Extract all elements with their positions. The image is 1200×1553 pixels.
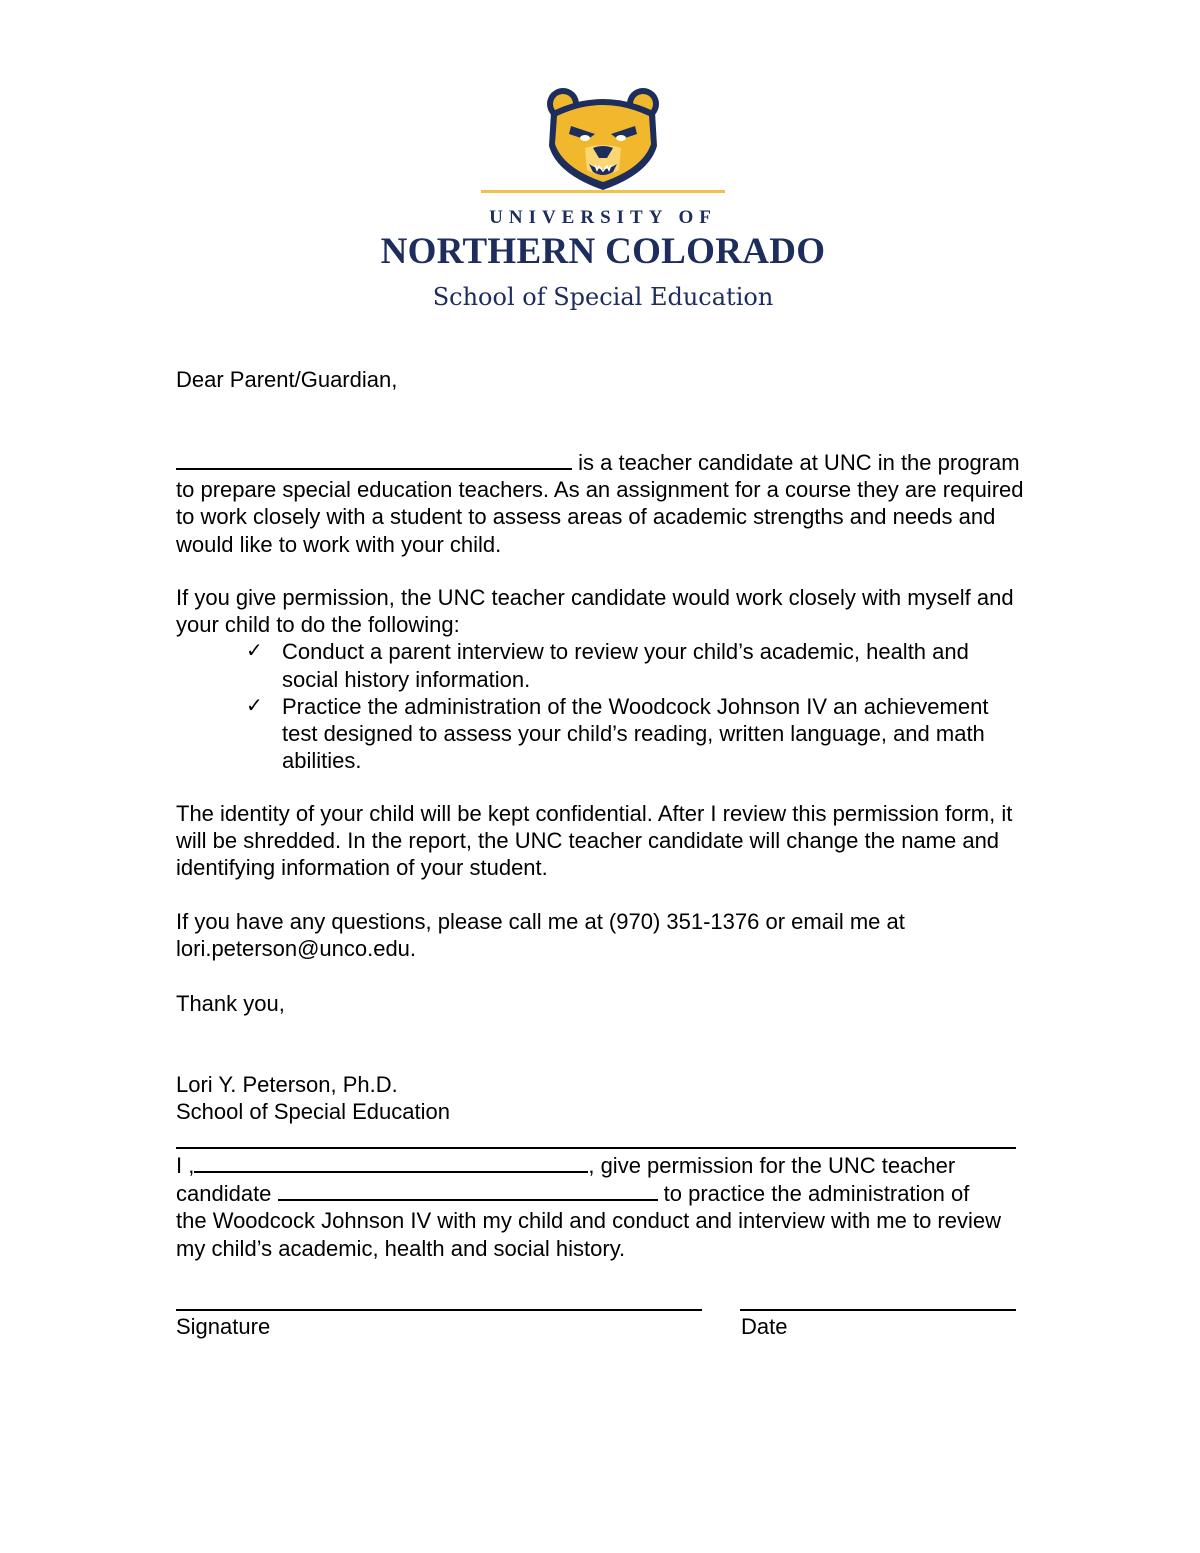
- consent-paragraph: [176, 1151, 1026, 1262]
- parent-name-blank[interactable]: [194, 1151, 588, 1173]
- university-logo: [380, 86, 826, 311]
- confidentiality-text: The identity of your child will be kept confidential. After I review this permission form, it will be shredded. In the report, the UNC teacher candidate will change the name and identifying information of your student.: [176, 801, 1013, 881]
- consent-line2-suffix: to practice the administration of: [657, 1181, 970, 1207]
- candidate-name-blank[interactable]: [176, 448, 572, 470]
- intro-text: is a teacher candidate at UNC in the program to prepare special education teachers. As an assignment for a course they are required to work closely with a student to assess areas of academic strengths and needs and would like to work with your child.: [176, 450, 1024, 557]
- school-name: School of Special Education: [432, 283, 774, 311]
- candidate-blank[interactable]: [278, 1179, 658, 1201]
- activity-text: Practice the administration of the Woodcock Johnson IV an achievement test designed to assess your child’s reading, written language, and math abilities.: [282, 693, 989, 774]
- date-line[interactable]: [740, 1309, 1016, 1311]
- closing: Thank you,: [176, 991, 285, 1016]
- consent-line1-suffix: , give permission for the UNC teacher: [588, 1153, 956, 1178]
- list-item: [176, 638, 1026, 692]
- activity-text: Conduct a parent interview to review your child’s academic, health and social history information.: [282, 639, 969, 692]
- logo-divider: [481, 190, 725, 193]
- signature-label: Signature: [176, 1314, 271, 1339]
- university-name: NORTHERN COLORADO: [380, 231, 826, 272]
- checkmark-icon: ✓: [246, 694, 263, 717]
- closing-block: [176, 990, 1026, 1017]
- contact-text: If you have any questions, please call me at (970) 351-1376 or email me at lori.peterson@unco.edu.: [176, 909, 905, 962]
- university-of-text: UNIVERSITY OF: [489, 207, 717, 228]
- contact-paragraph: [176, 908, 1026, 962]
- date-label: Date: [741, 1314, 788, 1339]
- consent-divider: [176, 1147, 1016, 1149]
- activity-list: [176, 638, 1026, 774]
- greeting-block: [176, 366, 1026, 393]
- consent-line1-prefix: I ,: [176, 1153, 195, 1178]
- permission-block: [176, 584, 1026, 774]
- bear-mascot-icon: [541, 86, 665, 192]
- consent-line2-prefix: candidate: [176, 1181, 278, 1207]
- consent-rest: the Woodcock Johnson IV with my child and conduct and interview with me to review my child’s academic, health and social history.: [176, 1208, 1001, 1261]
- list-item: [176, 693, 1026, 775]
- permission-intro: If you give permission, the UNC teacher candidate would work closely with myself and your child to do the following:: [176, 585, 1014, 638]
- signer-department: School of Special Education: [176, 1099, 450, 1125]
- signer-name: Lori Y. Peterson, Ph.D.: [176, 1072, 398, 1097]
- confidentiality-paragraph: [176, 800, 1026, 882]
- intro-paragraph: [176, 448, 1026, 558]
- greeting: Dear Parent/Guardian,: [176, 367, 398, 392]
- checkmark-icon: ✓: [246, 640, 263, 663]
- signature-line[interactable]: [176, 1309, 702, 1311]
- signer-block: [176, 1071, 1026, 1125]
